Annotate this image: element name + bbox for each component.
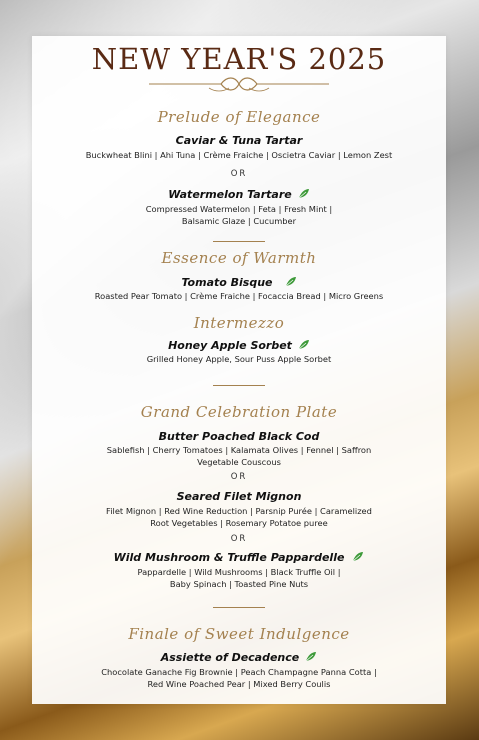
menu-title: NEW YEAR'S 2025 bbox=[91, 42, 387, 76]
dish-name: Assiette of Decadence bbox=[160, 651, 300, 664]
dish-name: Honey Apple Sorbet bbox=[168, 339, 292, 352]
menu-card bbox=[32, 36, 446, 704]
dish-name: Seared Filet Mignon bbox=[176, 490, 302, 503]
or-separator: OR bbox=[230, 534, 248, 544]
dish-description: Pappardelle | Wild Mushrooms | Black Truffle Oil | bbox=[137, 567, 341, 577]
section-intermezzo: Intermezzo bbox=[193, 314, 285, 332]
dish-description-cont: Root Vegetables | Rosemary Potatoe puree bbox=[150, 518, 328, 528]
flourish-ornament bbox=[149, 76, 329, 96]
dish-description: Sablefish | Cherry Tomatoes | Kalamata Olives | Fennel | Saffron bbox=[106, 445, 372, 455]
dish-filet-mignon bbox=[32, 490, 446, 503]
dish-description: Filet Mignon | Red Wine Reduction | Parsnip Purée | Caramelized bbox=[106, 506, 372, 516]
section-finale: Finale of Sweet Indulgence bbox=[128, 625, 350, 643]
dish-name: Caviar & Tuna Tartar bbox=[175, 134, 303, 147]
dish-description-cont: Red Wine Poached Pear | Mixed Berry Coulis bbox=[147, 679, 331, 689]
leaf-icon bbox=[298, 188, 310, 199]
divider bbox=[213, 607, 265, 608]
dish-description: Compressed Watermelon | Feta | Fresh Mint | bbox=[145, 204, 333, 214]
leaf-icon bbox=[352, 551, 364, 562]
dish-description-cont: Balsamic Glaze | Cucumber bbox=[181, 216, 297, 226]
dish-description-cont: Baby Spinach | Toasted Pine Nuts bbox=[169, 579, 309, 589]
dish-name: Tomato Bisque bbox=[181, 276, 273, 289]
dish-caviar-tuna-tartar bbox=[32, 134, 446, 147]
dish-watermelon-tartare bbox=[32, 188, 446, 201]
dish-name: Butter Poached Black Cod bbox=[158, 430, 320, 443]
divider bbox=[213, 385, 265, 386]
or-separator: OR bbox=[230, 169, 248, 179]
dish-mushroom-pappardelle bbox=[32, 551, 446, 564]
dish-name: Wild Mushroom & Truffle Pappardelle bbox=[113, 551, 345, 564]
section-warmth: Essence of Warmth bbox=[161, 249, 317, 267]
dish-name: Watermelon Tartare bbox=[168, 188, 292, 201]
section-prelude: Prelude of Elegance bbox=[157, 108, 321, 126]
dish-honey-apple-sorbet bbox=[32, 339, 446, 352]
divider bbox=[213, 241, 265, 242]
dish-description: Roasted Pear Tomato | Crème Fraiche | Focaccia Bread | Micro Greens bbox=[94, 291, 384, 301]
dish-description: Chocolate Ganache Fig Brownie | Peach Champagne Panna Cotta | bbox=[101, 667, 377, 677]
dish-description: Grilled Honey Apple, Sour Puss Apple Sorbet bbox=[146, 354, 332, 364]
section-celebration: Grand Celebration Plate bbox=[140, 403, 338, 421]
leaf-icon bbox=[285, 276, 297, 287]
leaf-icon bbox=[298, 339, 310, 350]
dish-description: Buckwheat Blini | Ahi Tuna | Crème Fraiche | Oscietra Caviar | Lemon Zest bbox=[85, 150, 393, 160]
dish-tomato-bisque bbox=[32, 276, 446, 289]
dish-black-cod bbox=[32, 430, 446, 443]
leaf-icon bbox=[305, 651, 317, 662]
dish-assiette-of-decadence bbox=[32, 651, 446, 664]
dish-description-cont: Vegetable Couscous bbox=[197, 457, 281, 467]
or-separator: OR bbox=[230, 472, 248, 482]
